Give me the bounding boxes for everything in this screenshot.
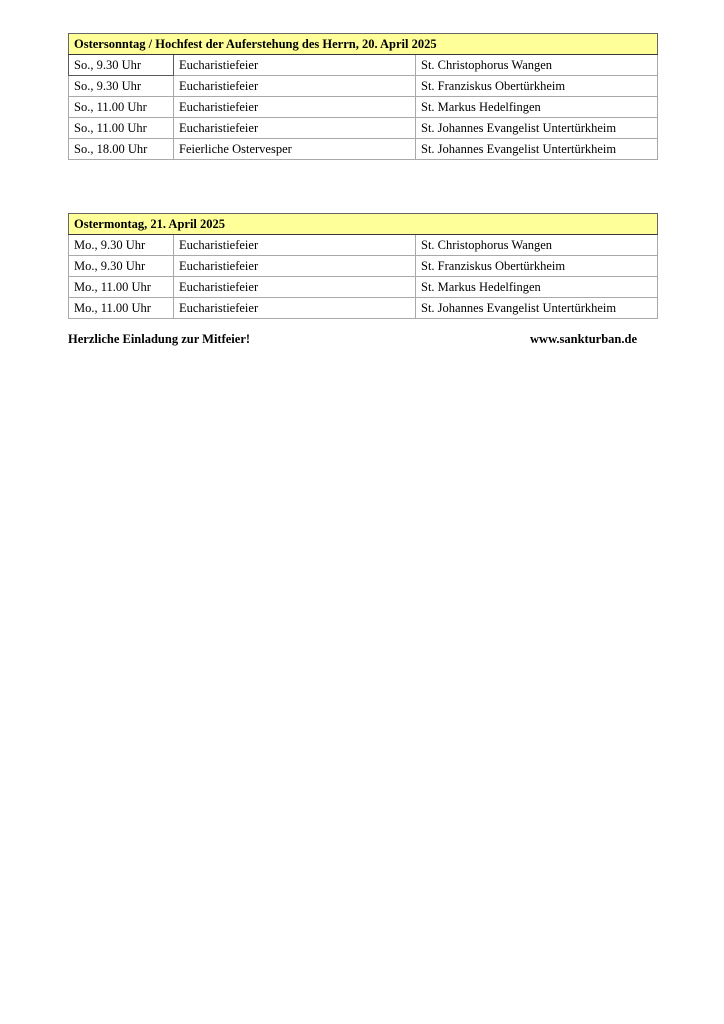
location-cell: St. Christophorus Wangen — [416, 55, 658, 76]
service-cell: Eucharistiefeier — [174, 256, 416, 277]
time-cell: Mo., 11.00 Uhr — [69, 298, 174, 319]
footer — [68, 331, 637, 347]
table-row — [69, 118, 658, 139]
time-cell: So., 11.00 Uhr — [69, 118, 174, 139]
table-row — [69, 76, 658, 97]
location-cell: St. Markus Hedelfingen — [416, 97, 658, 118]
table-header-title: Ostermontag, 21. April 2025 — [69, 214, 658, 235]
location-cell: St. Franziskus Obertürkheim — [416, 256, 658, 277]
table-row — [69, 298, 658, 319]
service-cell: Eucharistiefeier — [174, 277, 416, 298]
table-header-row — [69, 34, 658, 55]
table-row — [69, 55, 658, 76]
location-cell: St. Johannes Evangelist Untertürkheim — [416, 139, 658, 160]
schedule-table-ostersonntag — [68, 33, 658, 160]
table-header-title: Ostersonntag / Hochfest der Auferstehung des Herrn, 20. April 2025 — [69, 34, 658, 55]
time-cell: Mo., 9.30 Uhr — [69, 235, 174, 256]
location-cell: St. Johannes Evangelist Untertürkheim — [416, 118, 658, 139]
table-row — [69, 235, 658, 256]
table-header-row — [69, 214, 658, 235]
table-row — [69, 256, 658, 277]
location-cell: St. Christophorus Wangen — [416, 235, 658, 256]
table-row — [69, 139, 658, 160]
service-cell: Eucharistiefeier — [174, 235, 416, 256]
invitation-text: Herzliche Einladung zur Mitfeier! — [68, 332, 251, 346]
time-cell: So., 9.30 Uhr — [69, 55, 174, 76]
table-row — [69, 277, 658, 298]
schedule-table-ostermontag — [68, 213, 658, 319]
service-cell: Feierliche Ostervesper — [174, 139, 416, 160]
location-cell: St. Johannes Evangelist Untertürkheim — [416, 298, 658, 319]
service-cell: Eucharistiefeier — [174, 55, 416, 76]
location-cell: St. Markus Hedelfingen — [416, 277, 658, 298]
location-cell: St. Franziskus Obertürkheim — [416, 76, 658, 97]
service-cell: Eucharistiefeier — [174, 97, 416, 118]
table-row — [69, 97, 658, 118]
service-cell: Eucharistiefeier — [174, 76, 416, 97]
time-cell: So., 9.30 Uhr — [69, 76, 174, 97]
website-text: www.sankturban.de — [530, 332, 637, 346]
service-cell: Eucharistiefeier — [174, 298, 416, 319]
time-cell: Mo., 9.30 Uhr — [69, 256, 174, 277]
time-cell: Mo., 11.00 Uhr — [69, 277, 174, 298]
service-cell: Eucharistiefeier — [174, 118, 416, 139]
time-cell: So., 18.00 Uhr — [69, 139, 174, 160]
time-cell: So., 11.00 Uhr — [69, 97, 174, 118]
